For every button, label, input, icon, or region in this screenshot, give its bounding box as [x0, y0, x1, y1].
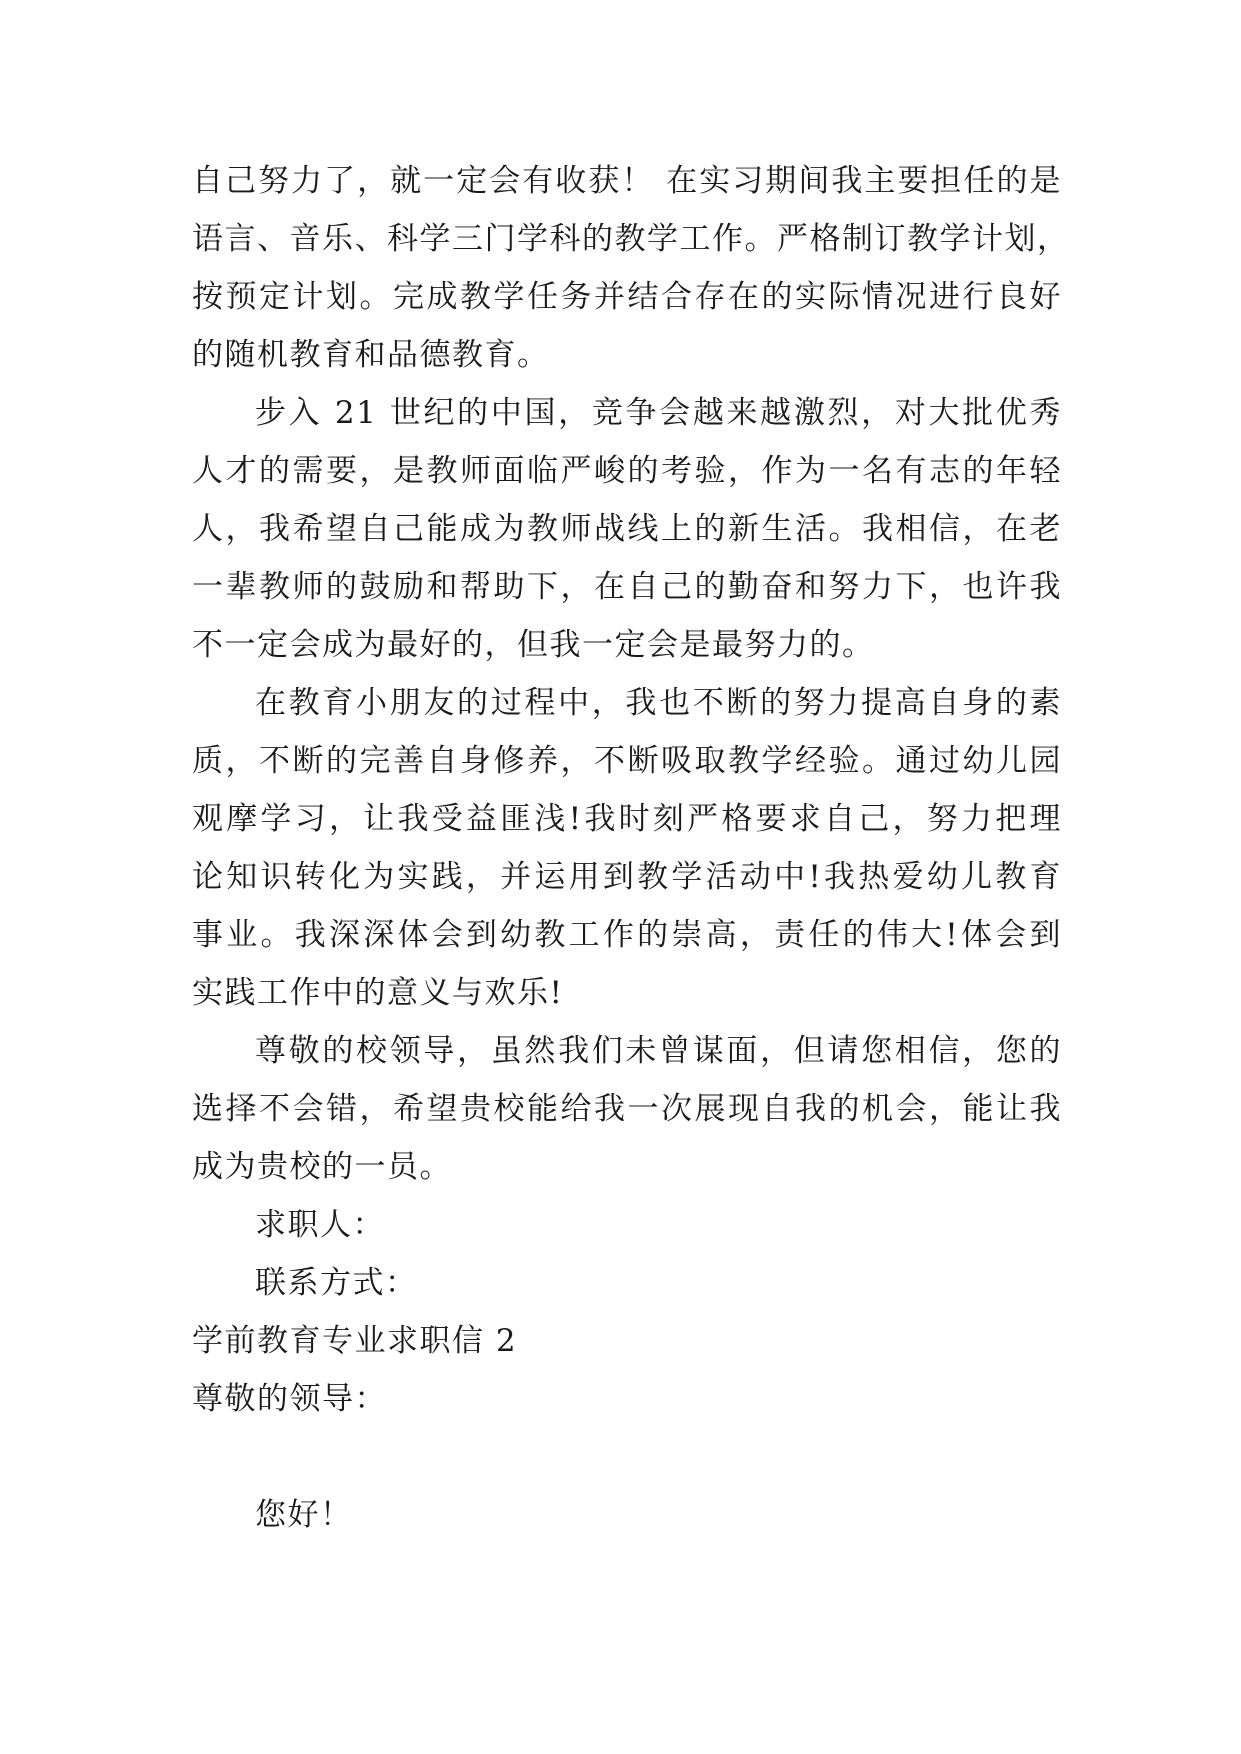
- contact-label: 联系方式：: [255, 1265, 418, 1301]
- paragraph-line: 人，我希望自己能成为教师战线上的新生活。我相信，在老: [192, 511, 1062, 547]
- paragraph-line: 观摩学习，让我受益匪浅!我时刻严格要求自己，努力把理: [192, 801, 1062, 837]
- paragraph-line: 自己努力了，就一定会有收获！ 在实习期间我主要担任的是: [192, 163, 1062, 199]
- paragraph-line: 质，不断的完善自身修养，不断吸取教学经验。通过幼儿园: [192, 743, 1062, 779]
- paragraph-line: 尊敬的校领导，虽然我们未曾谋面，但请您相信，您的: [255, 1033, 1062, 1069]
- section-title: 学前教育专业求职信 2: [192, 1323, 518, 1359]
- salutation: 尊敬的领导：: [192, 1381, 387, 1417]
- paragraph-line: 论知识转化为实践，并运用到教学活动中!我热爱幼儿教育: [192, 859, 1062, 895]
- blank-line: [192, 1428, 1062, 1486]
- paragraph-line: 选择不会错，希望贵校能给我一次展现自我的机会，能让我: [192, 1091, 1062, 1127]
- greeting: 您好！: [255, 1497, 353, 1533]
- paragraph-line: 在教育小朋友的过程中，我也不断的努力提高自身的素: [255, 685, 1062, 721]
- paragraph-line: 人才的需要，是教师面临严峻的考验，作为一名有志的年轻: [192, 453, 1062, 489]
- paragraph-line: 成为贵校的一员。: [192, 1149, 452, 1185]
- paragraph-line: 语言、音乐、科学三门学科的教学工作。严格制订教学计划，: [192, 221, 1070, 257]
- paragraph-line: 事业。我深深体会到幼教工作的崇高，责任的伟大!体会到: [192, 917, 1062, 953]
- paragraph-line: 不一定会成为最好的，但我一定会是最努力的。: [192, 627, 875, 663]
- paragraph-line: 的随机教育和品德教育。: [192, 337, 550, 373]
- paragraph-line: 按预定计划。完成教学任务并结合存在的实际情况进行良好: [192, 279, 1062, 315]
- document-page: [192, 152, 1070, 1544]
- applicant-label: 求职人：: [255, 1207, 385, 1243]
- paragraph-line: 步入 21 世纪的中国，竞争会越来越激烈，对大批优秀: [255, 395, 1062, 431]
- paragraph-line: 一辈教师的鼓励和帮助下，在自己的勤奋和努力下，也许我: [192, 569, 1062, 605]
- paragraph-line: 实践工作中的意义与欢乐!: [192, 975, 564, 1011]
